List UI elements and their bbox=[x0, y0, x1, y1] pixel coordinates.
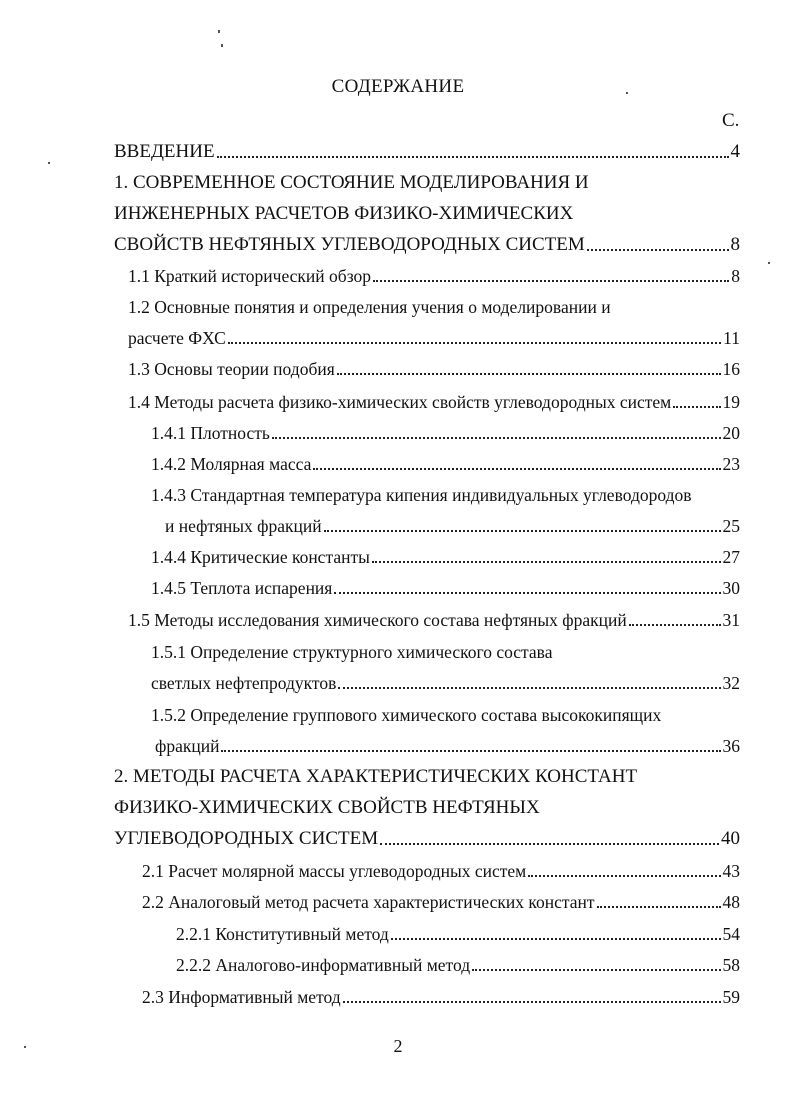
toc-entry-text: 1.4.3 Стандартная температура кипения индивидуальных углеводородов bbox=[151, 485, 692, 505]
toc-entry bbox=[151, 419, 740, 447]
toc-entry bbox=[176, 920, 740, 948]
toc-entry-page: 16 bbox=[722, 359, 740, 379]
toc-entry bbox=[151, 543, 740, 571]
toc-entry bbox=[128, 388, 740, 416]
toc-entry-text: УГЛЕВОДОРОДНЫХ СИСТЕМ bbox=[114, 828, 379, 849]
toc-entry-text: 1.4 Методы расчета физико-химических свойств углеводородных систем bbox=[128, 392, 672, 412]
toc-entry-text: 2.1 Расчет молярной массы углеводородных систем bbox=[142, 861, 527, 881]
toc-leader-dots bbox=[324, 530, 721, 532]
toc-entry-page: 36 bbox=[722, 736, 740, 756]
toc-entry bbox=[142, 857, 740, 885]
toc-entry-text: 2.3 Информативный метод bbox=[142, 987, 341, 1007]
toc-leader-dots bbox=[528, 875, 720, 877]
toc-entry-page: 54 bbox=[722, 924, 740, 944]
toc-entry-text: расчете ФХС bbox=[128, 328, 226, 348]
toc-leader-dots bbox=[334, 592, 720, 594]
toc-entry-text: 1.4.4 Критические константы bbox=[151, 547, 370, 567]
toc-entry-text: 1.4.1 Плотность bbox=[151, 423, 270, 443]
toc-entry-text: 1.5.1 Определение структурного химического состава bbox=[151, 642, 553, 662]
toc-entry-text: 1.5 Методы исследования химического состава нефтяных фракций bbox=[128, 610, 627, 630]
toc-entry-text: фракций bbox=[155, 736, 220, 756]
toc-entry-text: светлых нефтепродуктов bbox=[151, 673, 337, 693]
toc-entry bbox=[142, 888, 740, 916]
page-title: СОДЕРЖАНИЕ bbox=[331, 76, 465, 97]
toc-leader-dots bbox=[587, 249, 729, 251]
toc-entry bbox=[114, 794, 540, 822]
toc-entry bbox=[151, 638, 552, 666]
toc-entry-page: 20 bbox=[722, 423, 740, 443]
toc-leader-dots bbox=[597, 906, 721, 908]
toc-entry bbox=[128, 262, 740, 290]
toc-entry-text: 2.2.2 Аналогово-информативный метод bbox=[176, 955, 471, 975]
toc-entry-text: 2.2 Аналоговый метод расчета характеристических констант bbox=[142, 892, 595, 912]
toc-entry-page: 11 bbox=[723, 328, 740, 348]
toc-leader-dots bbox=[343, 1001, 721, 1003]
toc-entry bbox=[114, 200, 573, 228]
toc-entry-page: 8 bbox=[731, 266, 740, 286]
scan-speck bbox=[221, 44, 223, 47]
toc-entry bbox=[114, 231, 740, 259]
toc-entry-page: 43 bbox=[722, 861, 740, 881]
toc-leader-dots bbox=[338, 687, 720, 689]
toc-leader-dots bbox=[228, 342, 721, 344]
toc-entry bbox=[114, 763, 637, 791]
toc-entry-page: 48 bbox=[722, 892, 740, 912]
toc-leader-dots bbox=[673, 406, 720, 408]
toc-entry-text: 1.3 Основы теории подобия bbox=[128, 359, 335, 379]
toc-entry-text: 1.4.2 Молярная масса bbox=[151, 454, 312, 474]
toc-entry-text: 1.4.5 Теплота испарения bbox=[151, 578, 333, 598]
toc-leader-dots bbox=[373, 280, 729, 282]
toc-leader-dots bbox=[313, 468, 720, 470]
scan-speck bbox=[626, 92, 628, 94]
toc-entry-text: 1.2 Основные понятия и определения учения о моделировании и bbox=[128, 297, 611, 317]
toc-entry-text: ФИЗИКО-ХИМИЧЕСКИХ СВОЙСТВ НЕФТЯНЫХ bbox=[114, 797, 540, 818]
scan-speck bbox=[48, 162, 50, 164]
toc-entry-page: 59 bbox=[722, 987, 740, 1007]
toc-entry-text: 2. МЕТОДЫ РАСЧЕТА ХАРАКТЕРИСТИЧЕСКИХ КОНСТАНТ bbox=[114, 766, 638, 787]
toc-entry-page: 4 bbox=[730, 141, 740, 162]
toc-entry bbox=[151, 450, 740, 478]
toc-entry-page: 40 bbox=[721, 828, 740, 849]
page-number: 2 bbox=[393, 1036, 403, 1056]
toc-entry-page: 31 bbox=[722, 610, 740, 630]
toc-leader-dots bbox=[372, 561, 721, 563]
toc-entry-page: 32 bbox=[722, 673, 740, 693]
toc-entry-page: 25 bbox=[722, 516, 740, 536]
toc-entry-text: 2.2.1 Конститутивный метод bbox=[176, 924, 389, 944]
toc-entry bbox=[114, 825, 740, 853]
scan-speck bbox=[24, 1046, 26, 1048]
toc-entry bbox=[151, 481, 692, 509]
toc-entry bbox=[128, 606, 740, 634]
toc-entry-text: СВОЙСТВ НЕФТЯНЫХ УГЛЕВОДОРОДНЫХ СИСТЕМ bbox=[114, 234, 585, 255]
toc-entry-page: 23 bbox=[722, 454, 740, 474]
toc-entry bbox=[128, 293, 611, 321]
toc-entry-page: 27 bbox=[722, 547, 740, 567]
toc-entry bbox=[114, 169, 589, 197]
toc-leader-dots bbox=[391, 938, 721, 940]
toc-entry-text: ИНЖЕНЕРНЫХ РАСЧЕТОВ ФИЗИКО-ХИМИЧЕСКИХ bbox=[114, 203, 574, 224]
scan-speck bbox=[218, 30, 220, 33]
scan-speck bbox=[768, 262, 770, 264]
toc-entry bbox=[142, 983, 740, 1011]
toc-leader-dots bbox=[221, 750, 720, 752]
toc-entry bbox=[151, 669, 740, 697]
toc-leader-dots bbox=[272, 437, 721, 439]
toc-entry-page: 30 bbox=[722, 578, 740, 598]
toc-entry bbox=[176, 951, 740, 979]
toc-entry bbox=[128, 355, 740, 383]
toc-entry bbox=[165, 512, 740, 540]
toc-leader-dots bbox=[472, 969, 720, 971]
toc-leader-dots bbox=[380, 843, 719, 845]
toc-entry-page: 19 bbox=[722, 392, 740, 412]
toc-entry bbox=[151, 701, 661, 729]
toc-entry bbox=[155, 732, 740, 760]
toc-leader-dots bbox=[337, 373, 721, 375]
toc-entry bbox=[151, 574, 740, 602]
toc-entry-text: 1.1 Краткий исторический обзор bbox=[128, 266, 372, 286]
toc-entry-text: 1. СОВРЕМЕННОЕ СОСТОЯНИЕ МОДЕЛИРОВАНИЯ И bbox=[114, 172, 589, 193]
toc-leader-dots bbox=[629, 624, 721, 626]
toc-entry-page: 8 bbox=[730, 234, 740, 255]
toc-entry-text: 1.5.2 Определение группового химического состава высококипящих bbox=[151, 705, 662, 725]
toc-entry bbox=[114, 138, 740, 166]
page-column-label: С. bbox=[722, 110, 740, 131]
toc-leader-dots bbox=[217, 156, 729, 158]
toc-entry bbox=[128, 324, 740, 352]
toc-entry-text: ВВЕДЕНИЕ bbox=[114, 141, 215, 162]
toc-entry-page: 58 bbox=[722, 955, 740, 975]
toc-entry-text: и нефтяных фракций bbox=[165, 516, 322, 536]
